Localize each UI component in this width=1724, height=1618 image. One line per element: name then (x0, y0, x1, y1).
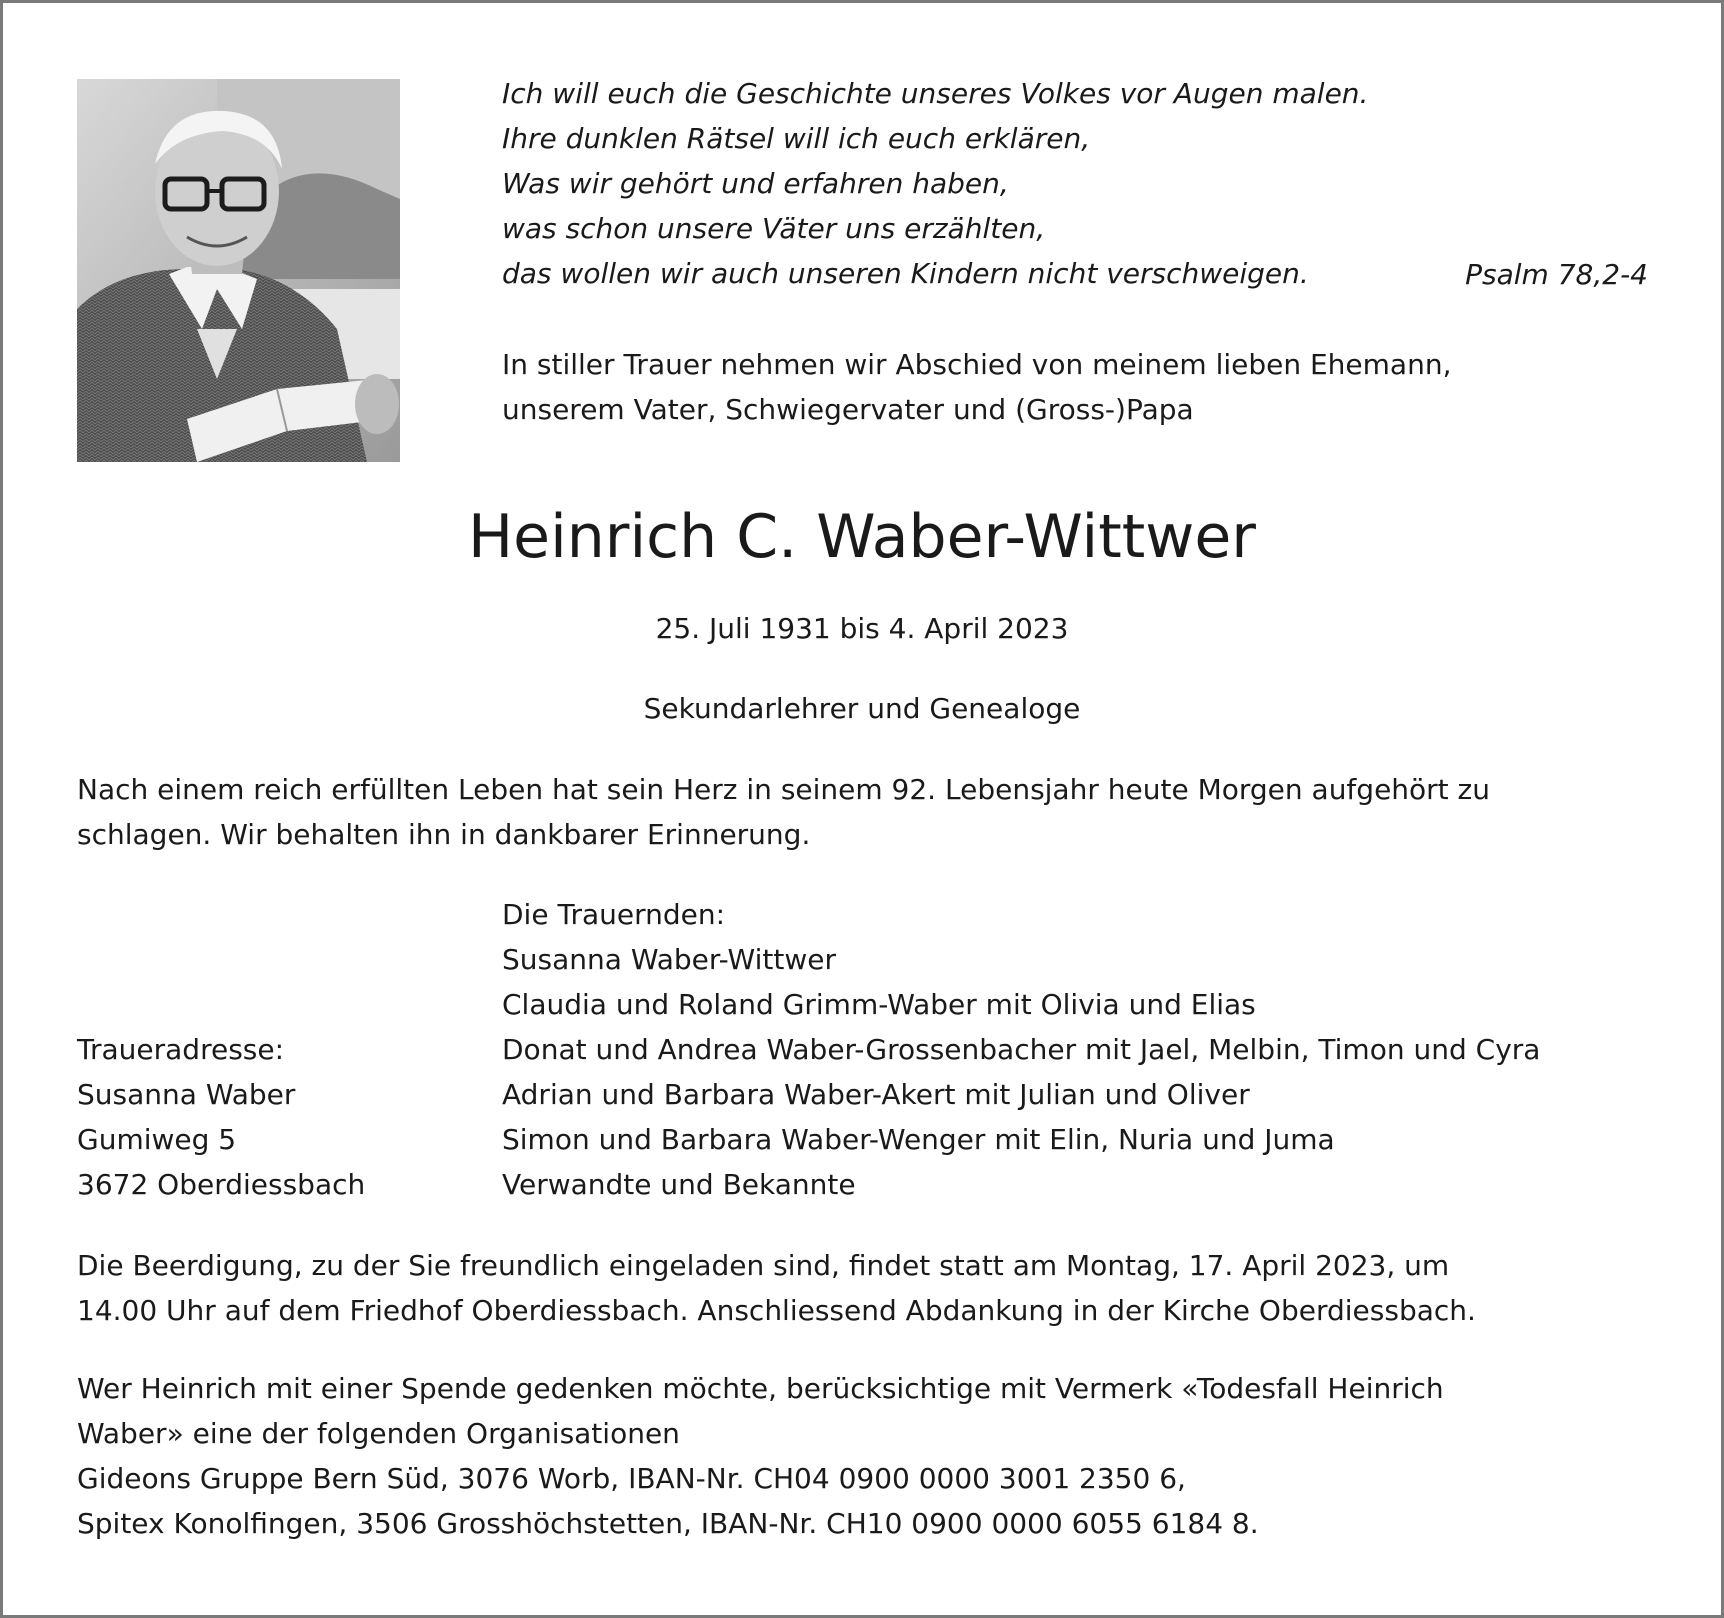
donation-line: Spitex Konolfingen, 3506 Grosshöchstetten, IBAN-Nr. CH10 0900 0000 6055 6184 8. (77, 1507, 1259, 1540)
deceased-name: Heinrich C. Waber-Wittwer (468, 502, 1256, 572)
address-name: Susanna Waber (77, 1078, 296, 1111)
donation-line: Wer Heinrich mit einer Spende gedenken möchte, berücksichtige mit Vermerk «Todesfall Heinrich (77, 1372, 1444, 1405)
portrait-photo (77, 79, 400, 462)
verse-line: Was wir gehört und erfahren haben, (502, 167, 1009, 200)
intro-line: In stiller Trauer nehmen wir Abschied von meinem lieben Ehemann, (502, 348, 1452, 381)
obituary-message (77, 767, 1490, 857)
funeral-line: 14.00 Uhr auf dem Friedhof Oberdiessbach. Anschliessend Abdankung in der Kirche Oberdiessbach. (77, 1294, 1476, 1327)
intro-line: unserem Vater, Schwiegervater und (Gross-)Papa (502, 393, 1194, 426)
funeral-line: Die Beerdigung, zu der Sie freundlich eingeladen sind, findet statt am Montag, 17. April 2023, um (77, 1249, 1450, 1282)
psalm-verse (502, 71, 1368, 296)
verse-line: was schon unsere Väter uns erzählten, (502, 212, 1046, 245)
verse-source: Psalm 78,2-4 (1465, 258, 1648, 291)
mourner-entry: Donat und Andrea Waber-Grossenbacher mit Jael, Melbin, Timon und Cyra (502, 1033, 1541, 1066)
mourner-entry: Susanna Waber-Wittwer (502, 943, 837, 976)
mourner-entry: Adrian und Barbara Waber-Akert mit Julian und Oliver (502, 1078, 1250, 1111)
profession: Sekundarlehrer und Genealoge (643, 692, 1081, 725)
address-city: 3672 Oberdiessbach (77, 1168, 366, 1201)
mourners-list (502, 892, 1540, 1207)
mourners-heading: Die Trauernden: (502, 898, 726, 931)
verse-line: Ich will euch die Geschichte unseres Volkes vor Augen malen. (502, 77, 1369, 110)
mourning-address (77, 1027, 365, 1207)
mourner-entry: Claudia und Roland Grimm-Waber mit Olivia und Elias (502, 988, 1256, 1021)
donation-line: Waber» eine der folgenden Organisationen (77, 1417, 680, 1450)
life-dates: 25. Juli 1931 bis 4. April 2023 (655, 612, 1069, 645)
message-line: Nach einem reich erfüllten Leben hat sein Herz in seinem 92. Lebensjahr heute Morgen aufgehört zu (77, 773, 1491, 806)
donation-line: Gideons Gruppe Bern Süd, 3076 Worb, IBAN-Nr. CH04 0900 0000 3001 2350 6, (77, 1462, 1186, 1495)
address-label: Traueradresse: (77, 1033, 285, 1066)
verse-line: das wollen wir auch unseren Kindern nicht verschweigen. (502, 257, 1309, 290)
address-street: Gumiweg 5 (77, 1123, 237, 1156)
mourning-intro (502, 342, 1451, 432)
donation-info (77, 1366, 1444, 1546)
verse-line: Ihre dunklen Rätsel will ich euch erklären, (502, 122, 1091, 155)
message-line: schlagen. Wir behalten ihn in dankbarer Erinnerung. (77, 818, 811, 851)
mourner-entry: Simon und Barbara Waber-Wenger mit Elin, Nuria und Juma (502, 1123, 1335, 1156)
funeral-info (77, 1243, 1476, 1333)
mourner-entry: Verwandte und Bekannte (502, 1168, 856, 1201)
